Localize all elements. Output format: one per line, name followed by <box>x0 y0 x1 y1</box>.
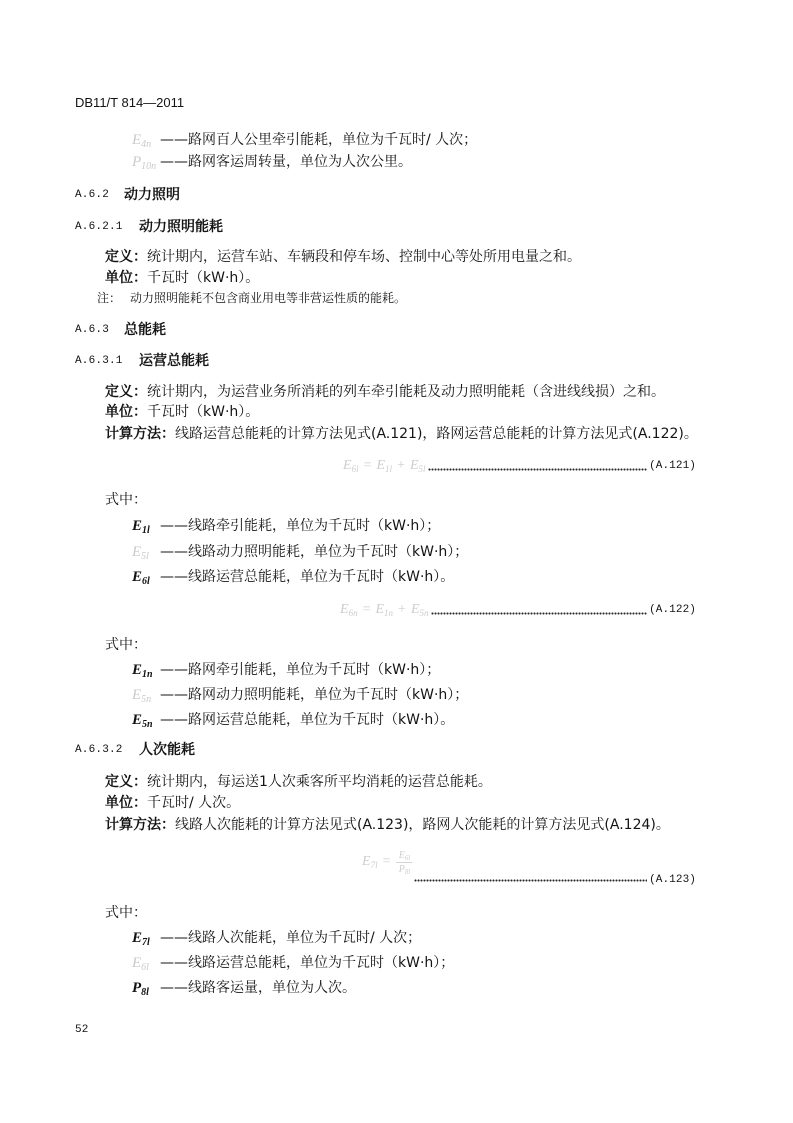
symbol-subscript: 4n <box>141 139 152 150</box>
symbol-subscript: 10n <box>141 161 157 172</box>
where-label: 式中： <box>105 492 147 508</box>
section-title-a-6-2-1: 动力照明能耗 <box>139 219 223 235</box>
term-subscript: 5l <box>418 464 426 474</box>
dot-leader <box>428 468 648 471</box>
formula-lhs <box>340 602 358 617</box>
symbol-description: ——线路运营总能耗，单位为千瓦时（kW·h）。 <box>160 569 455 585</box>
formula-a-123 <box>362 846 696 888</box>
definition-text: 统计期内，运营车站、车辆段和停车场、控制中心等处所用电量之和。 <box>147 249 581 265</box>
symbol-definition-e7l <box>132 928 421 948</box>
symbol-definition-e5l <box>132 542 468 562</box>
definition-text: 统计期内，每运送1人次乘客所平均消耗的运营总能耗。 <box>147 774 492 790</box>
symbol-description: ——线路动力照明能耗，单位为千瓦时（kW·h）； <box>160 544 469 560</box>
equals-sign: = <box>362 602 371 617</box>
formula-label: (A.123) <box>649 874 696 886</box>
where-label: 式中： <box>105 637 147 653</box>
symbol-description: ——线路运营总能耗，单位为千瓦时（kW·h）； <box>160 955 455 971</box>
page-number: 52 <box>75 1024 89 1036</box>
section-title-a-6-3: 总能耗 <box>124 322 166 338</box>
section-number-a-6-3: A.6.3 <box>75 324 110 336</box>
symbol-subscript: 5n <box>141 694 152 705</box>
equals-sign: = <box>363 458 372 473</box>
unit-text: 千瓦时（kW·h）。 <box>147 404 260 420</box>
symbol-base: E <box>132 930 143 946</box>
method-label: 计算方法： <box>105 426 175 442</box>
formula-term-2 <box>410 458 426 473</box>
symbol-base: E <box>132 712 143 728</box>
symbol-description: ——路网客运周转量，单位为人次公里。 <box>160 154 412 170</box>
term-subscript: 6l <box>351 464 359 474</box>
symbol <box>132 928 160 948</box>
definition-label: 定义： <box>105 384 147 400</box>
term-base: E <box>398 849 405 861</box>
formula-a-121 <box>343 456 696 476</box>
unit-line <box>105 402 259 422</box>
section-number-a-6-3-1: A.6.3.1 <box>75 355 123 367</box>
symbol-base: E <box>132 544 142 560</box>
term-base: P <box>398 863 405 875</box>
section-title-a-6-2: 动力照明 <box>124 187 180 203</box>
symbol-subscript: 5l <box>141 551 149 562</box>
symbol-subscript: 7l <box>142 937 150 948</box>
symbol <box>132 710 160 730</box>
section-number-a-6-2-1: A.6.2.1 <box>75 221 123 233</box>
note-label: 注： <box>97 291 122 305</box>
symbol-description: ——线路客运量，单位为人次。 <box>160 980 356 996</box>
fraction-denominator <box>399 864 411 875</box>
method-text: 线路运营总能耗的计算方法见式(A.121)，路网运营总能耗的计算方法见式(A.122)。 <box>175 426 698 442</box>
unit-label: 单位： <box>105 270 147 286</box>
formula-term-1 <box>375 602 393 617</box>
symbol-definition-e6l <box>132 953 454 973</box>
symbol-subscript: 6l <box>141 962 149 973</box>
method-text: 线路人次能耗的计算方法见式(A.123)，路网人次能耗的计算方法见式(A.124)。 <box>175 817 670 833</box>
dot-leader <box>414 879 647 882</box>
formula-a-122 <box>340 600 696 620</box>
symbol <box>132 953 160 973</box>
symbol-subscript: 5n <box>142 719 153 730</box>
formula-label: (A.122) <box>649 604 696 616</box>
term-subscript: 1l <box>385 464 393 474</box>
formula-label: (A.121) <box>649 460 696 472</box>
formula-expression <box>362 846 412 878</box>
symbol-subscript: 8l <box>141 987 149 998</box>
plus-sign: + <box>398 602 406 617</box>
definition-line <box>105 247 581 267</box>
symbol-base: E <box>132 955 142 971</box>
symbol-description: ——路网百人公里牵引能耗，单位为千瓦时/ 人次； <box>160 132 478 148</box>
formula-expression <box>340 602 429 618</box>
symbol-base: P <box>132 980 142 996</box>
plus-sign: + <box>397 458 405 473</box>
term-base: E <box>375 602 385 617</box>
unit-text: 千瓦时（kW·h）。 <box>147 270 260 286</box>
symbol-definition-e5n <box>132 685 468 705</box>
symbol-definition-p8l <box>132 978 356 998</box>
section-number-a-6-3-2: A.6.3.2 <box>75 744 123 756</box>
method-label: 计算方法： <box>105 817 175 833</box>
symbol <box>132 152 160 172</box>
term-base: E <box>410 602 420 617</box>
term-base: E <box>362 854 371 869</box>
term-subscript: 7l <box>370 860 378 870</box>
formula-expression <box>343 458 426 474</box>
where-label: 式中： <box>105 905 147 921</box>
dot-leader <box>431 612 648 615</box>
formula-term-2 <box>411 602 429 617</box>
method-line <box>105 424 698 444</box>
formula-term-1 <box>376 458 392 473</box>
definition-line <box>105 382 665 402</box>
symbol-subscript: 1l <box>142 525 150 536</box>
symbol-description: ——路网运营总能耗，单位为千瓦时（kW·h）。 <box>160 712 455 728</box>
term-base: E <box>409 458 419 473</box>
unit-line <box>105 793 240 813</box>
formula-lhs <box>343 458 359 473</box>
symbol <box>132 685 160 705</box>
symbol-subscript: 6l <box>142 576 150 587</box>
symbol-description: ——路网牵引能耗，单位为千瓦时（kW·h）； <box>160 662 441 678</box>
symbol-base: E <box>132 569 143 585</box>
term-subscript: 1n <box>384 608 394 618</box>
symbol-definition-e6l <box>132 567 454 587</box>
symbol-description: ——路网动力照明能耗，单位为千瓦时（kW·h）； <box>160 687 469 703</box>
symbol-base: P <box>132 154 142 170</box>
symbol-definition-e4n <box>132 130 477 150</box>
symbol-description: ——线路人次能耗，单位为千瓦时/ 人次； <box>160 930 422 946</box>
unit-label: 单位： <box>105 404 147 420</box>
equals-sign: = <box>382 854 391 869</box>
symbol-description: ——线路牵引能耗，单位为千瓦时（kW·h）； <box>160 518 441 534</box>
term-base: E <box>376 458 386 473</box>
symbol-definition-e1n <box>132 660 440 680</box>
term-base: E <box>340 602 349 617</box>
symbol <box>132 130 160 150</box>
symbol-definition-p10n <box>132 152 412 172</box>
unit-line <box>105 268 259 288</box>
note-text: 动力照明能耗不包含商业用电等非营运性质的能耗。 <box>130 291 407 305</box>
fraction-numerator <box>399 850 411 861</box>
method-line <box>105 815 670 835</box>
symbol-definition-network-total <box>132 710 454 730</box>
symbol-base: E <box>132 662 143 678</box>
definition-text: 统计期内，为运营业务所消耗的列车牵引能耗及动力照明能耗（含进线线损）之和。 <box>147 384 665 400</box>
symbol-subscript: 1n <box>142 669 153 680</box>
symbol-base: E <box>132 687 142 703</box>
unit-label: 单位： <box>105 795 147 811</box>
symbol-base: E <box>132 132 142 148</box>
section-title-a-6-3-2: 人次能耗 <box>139 742 195 758</box>
section-number-a-6-2: A.6.2 <box>75 189 110 201</box>
term-subscript: 8l <box>404 867 411 876</box>
term-base: E <box>343 458 352 473</box>
formula-lhs <box>362 854 378 870</box>
section-title-a-6-3-1: 运营总能耗 <box>139 353 209 369</box>
term-subscript: 6l <box>404 853 411 862</box>
definition-label: 定义： <box>105 774 147 790</box>
symbol <box>132 567 160 587</box>
definition-line <box>105 772 492 792</box>
term-subscript: 6n <box>348 608 358 618</box>
definition-label: 定义： <box>105 249 147 265</box>
symbol <box>132 542 160 562</box>
symbol <box>132 516 160 536</box>
unit-text: 千瓦时/ 人次。 <box>147 795 241 811</box>
symbol <box>132 978 160 998</box>
symbol <box>132 660 160 680</box>
document-number: DB11/T 814—2011 <box>75 95 185 110</box>
symbol-definition-e1l <box>132 516 440 536</box>
symbol-base: E <box>132 518 143 534</box>
fraction <box>396 850 412 875</box>
fraction-bar <box>396 862 412 863</box>
term-subscript: 5n <box>419 608 429 618</box>
